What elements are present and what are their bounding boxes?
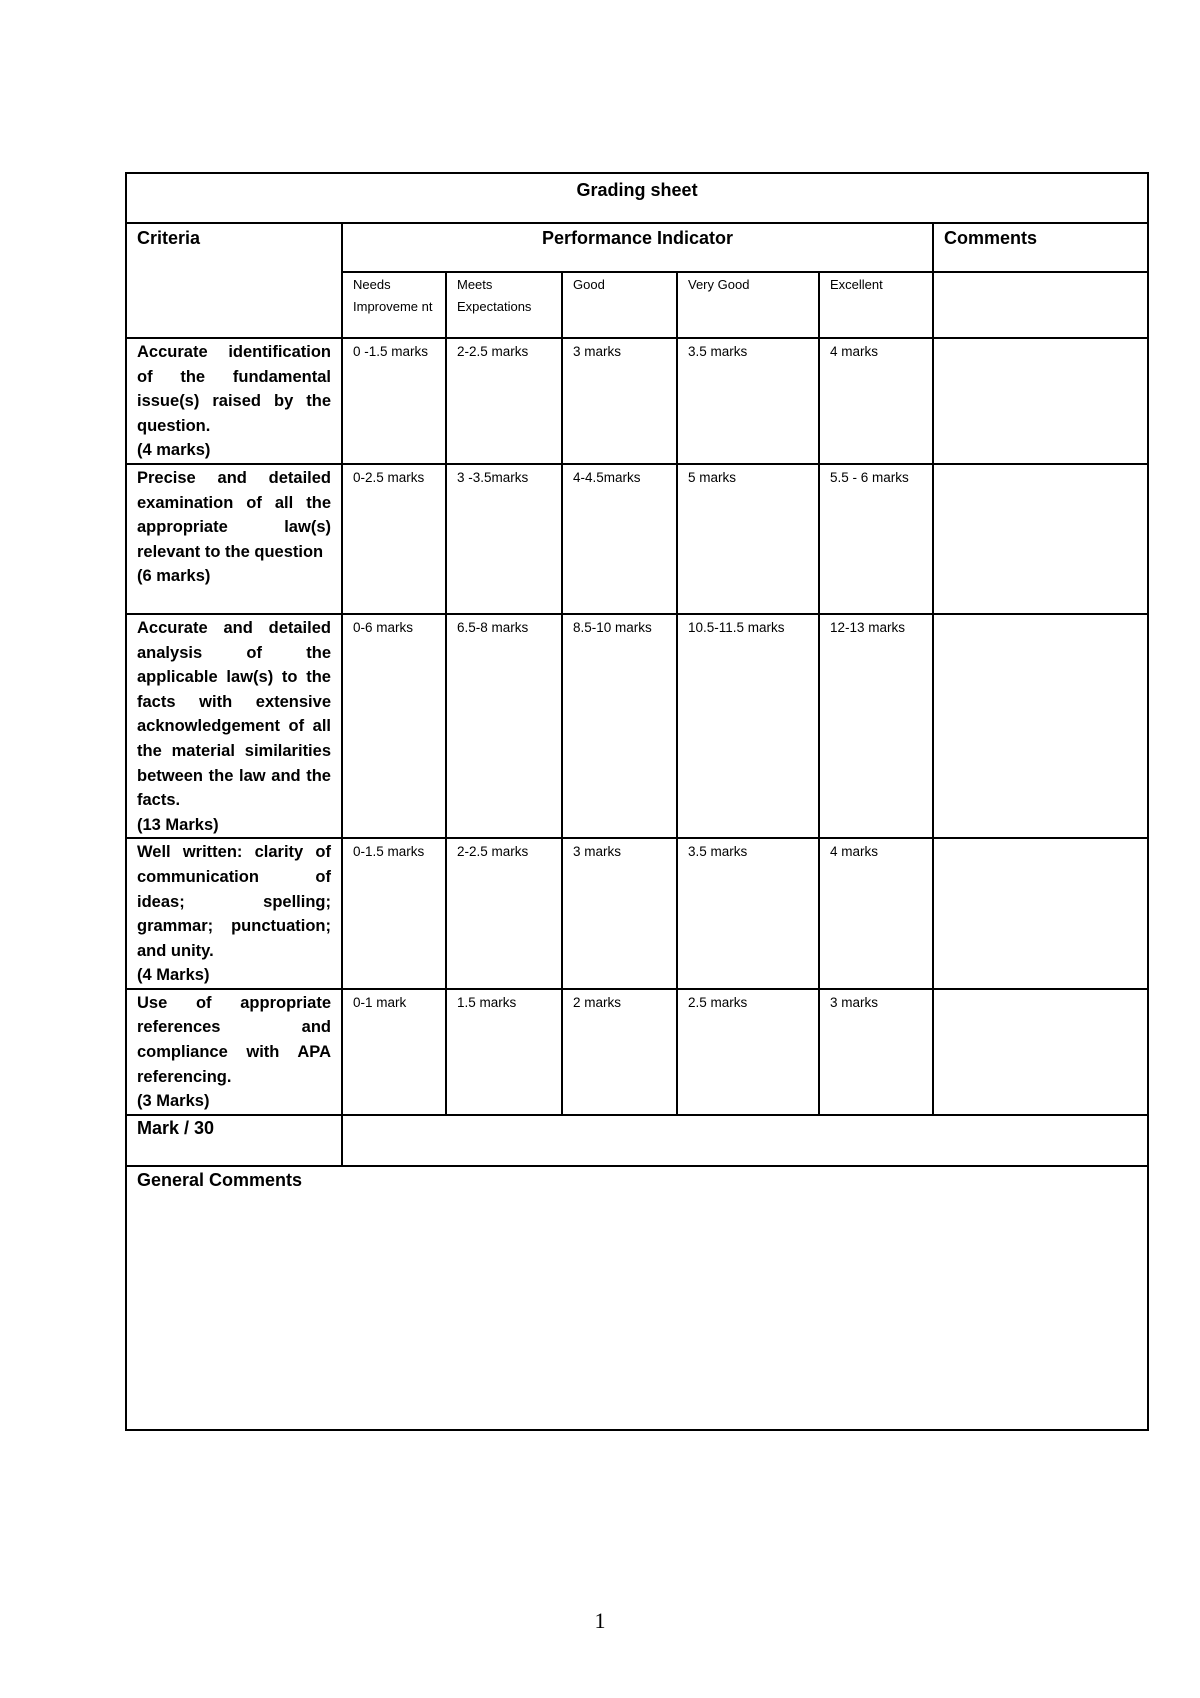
total-mark-value[interactable] — [342, 1115, 1148, 1166]
band-meets-expectations: 2-2.5 marks — [446, 838, 562, 989]
comment-cell[interactable] — [933, 989, 1148, 1115]
band-meets-expectations: 3 -3.5marks — [446, 464, 562, 614]
criterion-row — [126, 614, 1148, 838]
general-comments-label: General Comments — [137, 1169, 303, 1190]
page-number: 1 — [594, 1608, 606, 1633]
criterion-text: Accurate and detailed analysis of the applicable law(s) to the facts with extensive acknowledgement of all the material similarities between the law and the facts. — [137, 618, 331, 810]
band-needs-improvement: 0-1 mark — [342, 989, 446, 1115]
criterion-row — [126, 989, 1148, 1115]
band-excellent: 12-13 marks — [819, 614, 933, 838]
criterion-text: Use of appropriate references and compliance with APA referencing. — [137, 993, 331, 1086]
criterion-marks: (4 marks) — [137, 441, 211, 460]
criterion-marks: (4 Marks) — [137, 966, 210, 985]
comments-header: Comments — [933, 223, 1148, 272]
band-needs-improvement: 0-2.5 marks — [342, 464, 446, 614]
band-needs-improvement: 0 -1.5 marks — [342, 338, 446, 464]
band-very-good: 5 marks — [677, 464, 819, 614]
criteria-header: Criteria — [126, 223, 342, 338]
comment-cell[interactable] — [933, 838, 1148, 989]
general-comments-cell[interactable] — [126, 1166, 1148, 1430]
level-excellent: Excellent — [819, 272, 933, 338]
band-very-good: 10.5-11.5 marks — [677, 614, 819, 838]
band-good: 3 marks — [562, 338, 677, 464]
band-good: 3 marks — [562, 838, 677, 989]
band-good: 8.5-10 marks — [562, 614, 677, 838]
criterion-row — [126, 464, 1148, 614]
band-meets-expectations: 6.5-8 marks — [446, 614, 562, 838]
band-needs-improvement: 0-1.5 marks — [342, 838, 446, 989]
band-very-good: 2.5 marks — [677, 989, 819, 1115]
level-needs-improvement: Needs Improveme nt — [342, 272, 446, 338]
band-meets-expectations: 2-2.5 marks — [446, 338, 562, 464]
criterion-cell — [126, 338, 342, 464]
criterion-text: Precise and detailed examination of all the appropriate law(s) relevant to the question — [137, 468, 331, 561]
total-mark-label: Mark / 30 — [126, 1115, 342, 1166]
criterion-cell — [126, 838, 342, 989]
band-excellent: 5.5 - 6 marks — [819, 464, 933, 614]
band-good: 4-4.5marks — [562, 464, 677, 614]
comment-cell[interactable] — [933, 338, 1148, 464]
level-very-good: Very Good — [677, 272, 819, 338]
criterion-row — [126, 338, 1148, 464]
criterion-row — [126, 838, 1148, 989]
comment-cell[interactable] — [933, 464, 1148, 614]
performance-indicator-header: Performance Indicator — [342, 223, 933, 272]
band-excellent: 4 marks — [819, 838, 933, 989]
criterion-cell — [126, 989, 342, 1115]
criterion-cell — [126, 614, 342, 838]
header-row — [126, 223, 1148, 272]
comment-cell[interactable] — [933, 614, 1148, 838]
level-comments-blank — [933, 272, 1148, 338]
criterion-text: Accurate identification of the fundamental issue(s) raised by the question. — [137, 343, 331, 435]
general-comments-row — [126, 1166, 1148, 1430]
band-excellent: 4 marks — [819, 338, 933, 464]
criterion-marks: (3 Marks) — [137, 1092, 210, 1111]
sheet-title: Grading sheet — [126, 173, 1148, 223]
band-good: 2 marks — [562, 989, 677, 1115]
band-excellent: 3 marks — [819, 989, 933, 1115]
title-row — [126, 173, 1148, 223]
band-needs-improvement: 0-6 marks — [342, 614, 446, 838]
band-very-good: 3.5 marks — [677, 838, 819, 989]
band-meets-expectations: 1.5 marks — [446, 989, 562, 1115]
band-very-good: 3.5 marks — [677, 338, 819, 464]
grading-sheet-table — [125, 172, 1149, 1431]
criterion-text: Well written: clarity of communication of ideas; spelling; grammar; punctuation; and unity. — [137, 843, 331, 960]
criterion-marks: (6 marks) — [137, 567, 211, 586]
criterion-cell — [126, 464, 342, 614]
total-row — [126, 1115, 1148, 1166]
level-good: Good — [562, 272, 677, 338]
level-meets-expectations: Meets Expectations — [446, 272, 562, 338]
criterion-marks: (13 Marks) — [137, 815, 219, 834]
